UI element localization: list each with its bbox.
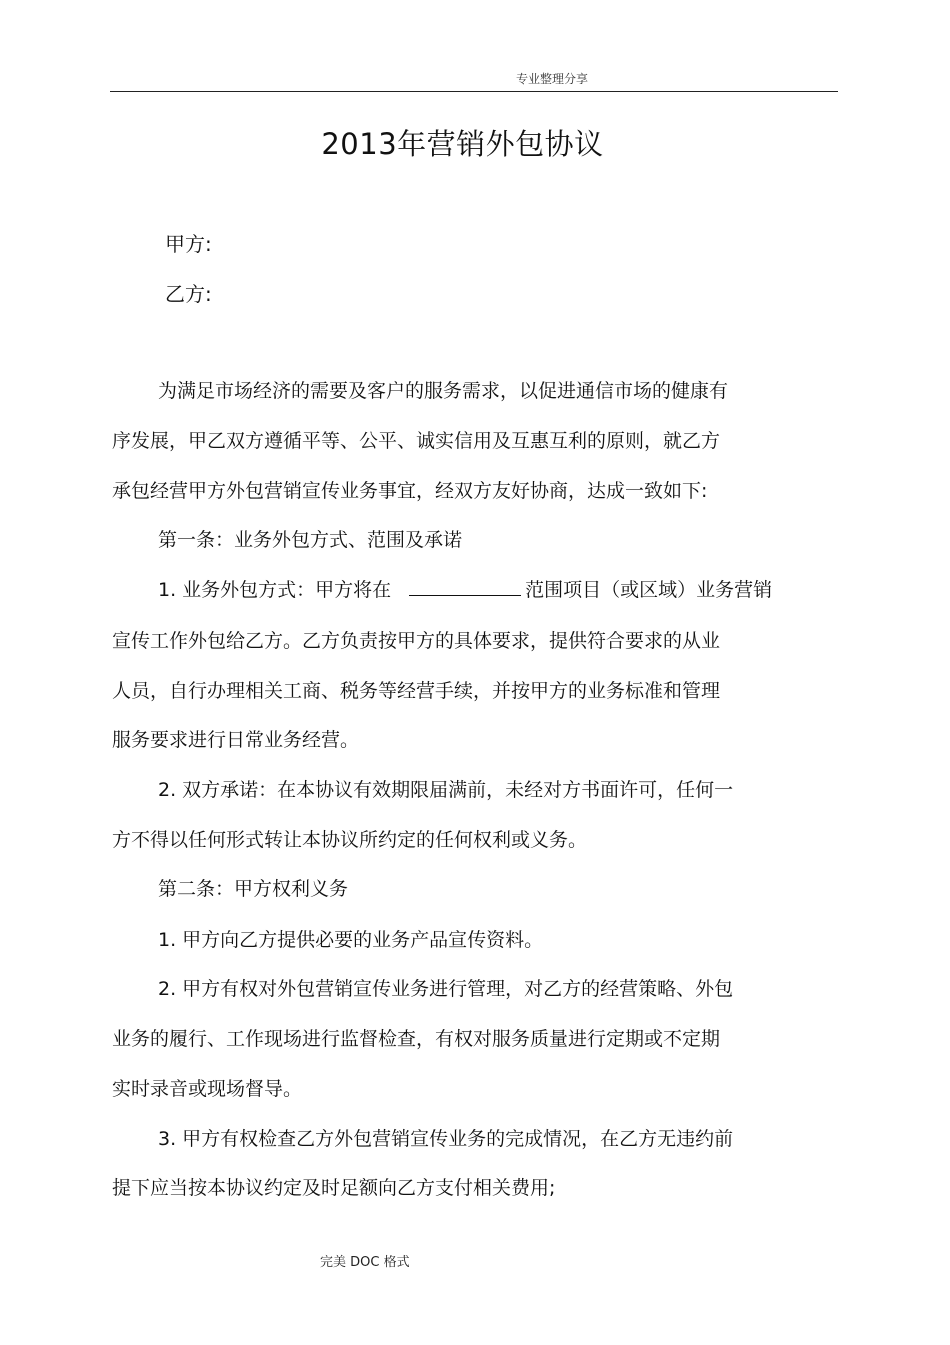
article-1-item-1 xyxy=(158,577,772,603)
header-divider xyxy=(110,91,838,92)
page-header: 专业整理分享 xyxy=(515,72,588,86)
article-2-item-1: 1. 甲方向乙方提供必要的业务产品宣传资料。 xyxy=(158,929,544,951)
article-1-item-1-line-4: 服务要求进行日常业务经营。 xyxy=(112,729,360,751)
fill-in-blank xyxy=(409,581,521,596)
page-footer: 完美 DOC 格式 xyxy=(320,1255,410,1270)
article-1-item-2-line-1: 2. 双方承诺：在本协议有效期限届满前，未经对方书面许可，任何一 xyxy=(158,779,734,801)
article-2-item-3-line-1: 3. 甲方有权检查乙方外包营销宣传业务的完成情况，在乙方无违约前 xyxy=(158,1128,734,1150)
document-title: 2013年营销外包协议 xyxy=(321,127,604,161)
article-2-item-2-line-1: 2. 甲方有权对外包营销宣传业务进行管理，对乙方的经营策略、外包 xyxy=(158,978,734,1000)
party-a-label: 甲方: xyxy=(165,232,212,256)
article-1-item-1-suffix: 范围项目（或区域）业务营销 xyxy=(525,579,773,601)
article-1-heading: 第一条：业务外包方式、范围及承诺 xyxy=(158,529,463,551)
article-1-item-1-prefix: 1. 业务外包方式：甲方将在 xyxy=(158,579,392,601)
party-b-label: 乙方: xyxy=(165,282,212,306)
article-1-item-2-line-2: 方不得以任何形式转让本协议所约定的任何权利或义务。 xyxy=(112,829,588,851)
article-2-item-2-line-2: 业务的履行、工作现场进行监督检查，有权对服务质量进行定期或不定期 xyxy=(112,1028,721,1050)
article-2-item-2-line-3: 实时录音或现场督导。 xyxy=(112,1078,303,1100)
intro-line-2: 序发展，甲乙双方遵循平等、公平、诚实信用及互惠互利的原则，就乙方 xyxy=(112,430,721,452)
intro-line-3: 承包经营甲方外包营销宣传业务事宜，经双方友好协商，达成一致如下: xyxy=(112,480,708,502)
article-1-item-1-line-2: 宣传工作外包给乙方。乙方负责按甲方的具体要求，提供符合要求的从业 xyxy=(112,630,721,652)
article-2-item-3-line-2: 提下应当按本协议约定及时足额向乙方支付相关费用; xyxy=(112,1177,556,1199)
article-1-item-1-line-3: 人员，自行办理相关工商、税务等经营手续，并按甲方的业务标准和管理 xyxy=(112,680,721,702)
intro-line-1: 为满足市场经济的需要及客户的服务需求，以促进通信市场的健康有 xyxy=(158,380,729,402)
article-2-heading: 第二条：甲方权利义务 xyxy=(158,878,349,900)
